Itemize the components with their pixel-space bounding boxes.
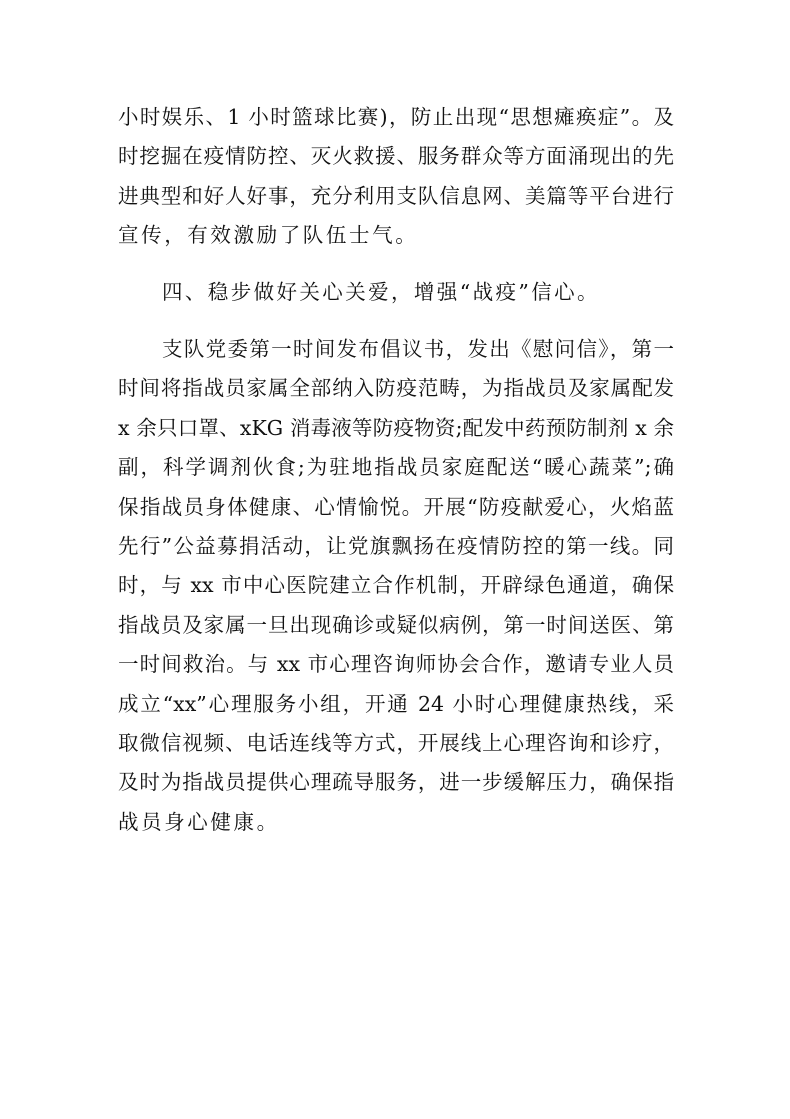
paragraph-care (118, 330, 674, 842)
paragraph-line: 指战员及家属一旦出现确诊或疑似病例，第一时间送医、第 (118, 612, 674, 637)
paragraph-line: 小时娱乐、1 小时篮球比赛)，防止出现“思想瘫痪症”。及 (118, 105, 674, 129)
paragraph-line: 先行”公益募捐活动，让党旗飘扬在疫情防控的第一线。同 (118, 533, 674, 558)
paragraph-line: 时，与 xx 市中心医院建立合作机制，开辟绿色通道，确保 (118, 573, 674, 598)
paragraph-line: 时挖掘在疫情防控、灭火救援、服务群众等方面涌现出的先 (118, 144, 674, 169)
paragraph-line: x 余只口罩、xKG 消毒液等防疫物资;配发中药预防制剂 x 余 (118, 415, 674, 440)
section-heading-text: 四、稳步做好关心关爱，增强“战疫”信心。 (162, 280, 600, 304)
section-heading (162, 273, 674, 312)
paragraph-line: 副，科学调剂伙食;为驻地指战员家庭配送“暖心蔬菜”;确 (118, 455, 674, 480)
paragraph-line: 一时间救治。与 xx 市心理咨询师协会合作，邀请专业人员 (118, 652, 674, 677)
paragraph-line: 战员身心健康。 (118, 809, 280, 834)
paragraph-line: 时间将指战员家属全部纳入防疫范畴，为指战员及家属配发 (118, 376, 674, 401)
paragraph-continuation (118, 98, 674, 256)
paragraph-line: 及时为指战员提供心理疏导服务，进一步缓解压力，确保指 (118, 770, 674, 795)
paragraph-line: 取微信视频、电话连线等方式，开展线上心理咨询和诊疗， (118, 730, 674, 755)
paragraph-line: 支队党委第一时间发布倡议书，发出《慰问信》，第一 (162, 337, 674, 361)
paragraph-line: 成立“xx”心理服务小组，开通 24 小时心理健康热线，采 (118, 691, 674, 716)
paragraph-line: 进典型和好人好事，充分利用支队信息网、美篇等平台进行 (118, 183, 674, 208)
paragraph-line: 宣传，有效激励了队伍士气。 (118, 223, 419, 248)
paragraph-line: 保指战员身体健康、心情愉悦。开展“防疫献爱心，火焰蓝 (118, 494, 674, 519)
